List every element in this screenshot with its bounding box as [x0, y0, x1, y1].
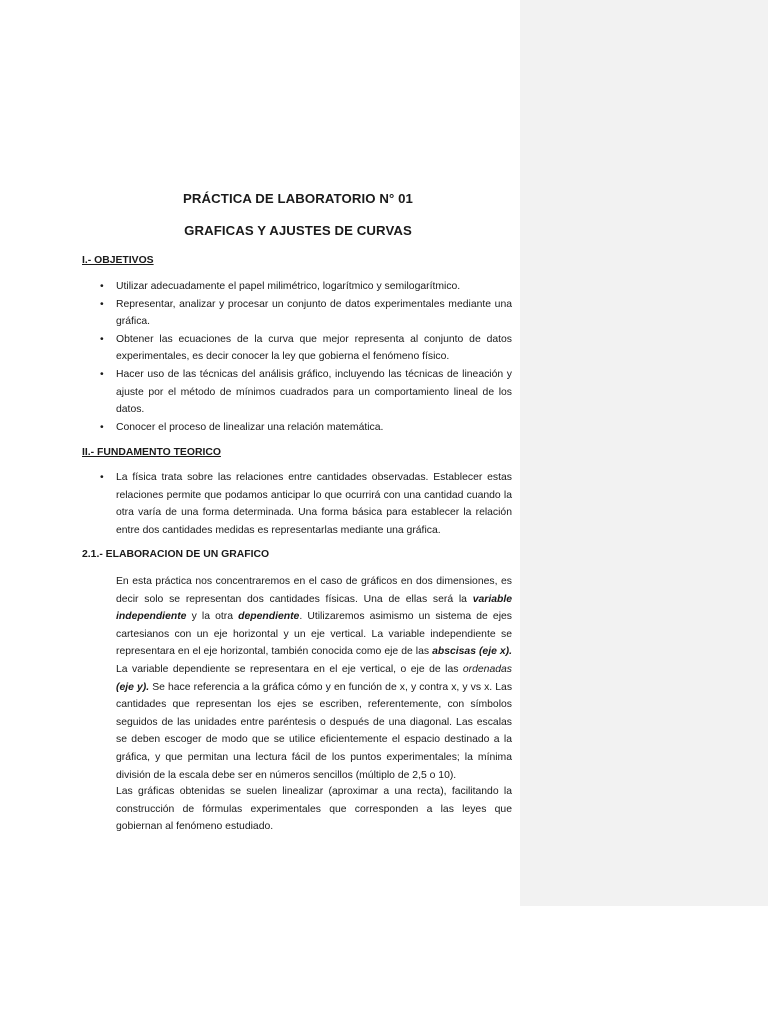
term-ordenadas: ordenadas [462, 663, 512, 675]
term-variable-independiente: variable independiente [116, 593, 512, 623]
page-title: PRÁCTICA DE LABORATORIO N° 01 [183, 191, 413, 206]
list-item: • Utilizar adecuadamente el papel milimétrico, logarítmico y semilogarítmico. [82, 278, 512, 296]
paragraph-linealizar: Las gráficas obtenidas se suelen linealizar (aproximar a una recta), facilitando la construcción de fórmulas experimentales que corresponden a las leyes que gobiernan al fenómeno estudiado. [116, 786, 512, 833]
section-heading-objetivos: I.- OBJETIVOS [82, 255, 154, 266]
section-heading-fundamento: II.- FUNDAMENTO TEORICO [82, 447, 221, 458]
text-run: y la otra [186, 611, 239, 623]
paragraph-elaboracion [116, 573, 512, 784]
term-dependiente: dependiente [238, 611, 300, 623]
fundamento-list [82, 469, 512, 539]
list-item: • Conocer el proceso de linealizar una relación matemática. [82, 419, 512, 437]
text-run: . Utilizaremos asimismo un sistema de ejes cartesianos con un eje horizontal y un eje vertical. La variable independiente se representara en el eje horizontal, también conocida como eje de las [116, 611, 512, 658]
objetivos-list [82, 278, 512, 436]
list-item: • Obtener las ecuaciones de la curva que mejor representa al conjunto de datos experimentales, es decir conocer la ley que gobierna el fenómeno físico. [82, 331, 512, 366]
list-item: • La física trata sobre las relaciones entre cantidades observadas. Establecer estas relaciones permite que podamos anticipar lo que ocurrirá con una cantidad cuando la otra varía de una forma determinada. Una forma básica para establecer la relación entre dos cantidades medidas es representarlas mediante una gráfica. [82, 469, 512, 539]
text-run: En esta práctica nos concentraremos en el caso de gráficos en dos dimensiones, es decir solo se representan dos cantidades físicas. Una de ellas será la [116, 576, 512, 605]
comment-pane [520, 0, 768, 906]
term-abscisas: abscisas (eje x). [432, 646, 513, 658]
text-run: Se hace referencia a la gráfica cómo y en función de x, y contra x, y vs x. Las cantidades que representan los ejes se escriben, referentemente, con símbolos seguidos de las unidades entre paréntesis o después de una diagonal. Las escalas se deben escoger de modo que se utilice eficientemente el espacio destinado a la gráfica, y que permitan una lectura fácil de los puntos experimentales; la mínima división de la escala debe ser en números sencillos (múltiplo de 2,5 o 10). [116, 681, 513, 781]
subsection-heading-elaboracion: 2.1.- ELABORACION DE UN GRAFICO [82, 549, 270, 560]
page-subtitle: GRAFICAS Y AJUSTES DE CURVAS [184, 223, 412, 238]
text-run: La variable dependiente se representara en el eje vertical, o eje de las [116, 663, 463, 675]
term-eje-y: (eje y). [116, 681, 150, 693]
list-item: • Representar, analizar y procesar un conjunto de datos experimentales mediante una gráfica. [82, 296, 512, 331]
list-item: • Hacer uso de las técnicas del análisis gráfico, incluyendo las técnicas de lineación y ajuste por el método de mínimos cuadrados para un comportamiento lineal de los datos. [82, 366, 512, 419]
